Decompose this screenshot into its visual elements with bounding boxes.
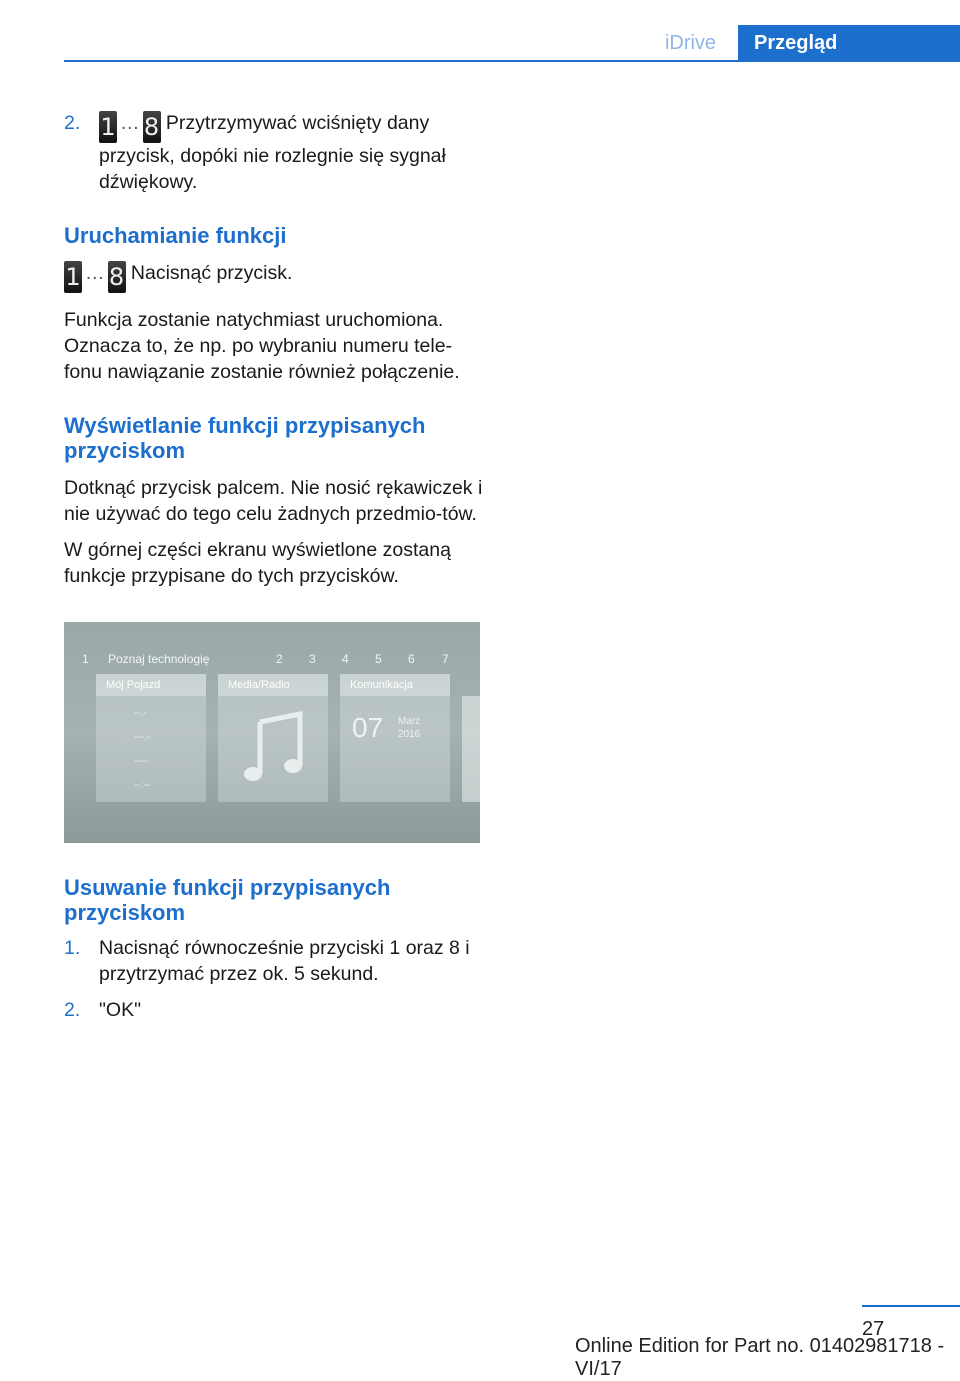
keys-line	[64, 260, 484, 293]
value-2: ---.-	[134, 732, 151, 743]
idrive-screenshot	[64, 622, 480, 843]
value-3: ----	[134, 756, 148, 767]
section2-paragraph-2: W górnej części ekranu wyświetlone zostaną funkcje przypisane do tych przycisków.	[64, 539, 451, 587]
next-card-peek	[462, 696, 480, 802]
favorite-6-number: 6	[408, 652, 415, 666]
header-rule	[64, 60, 960, 62]
card-communication-title: Komunikacja	[340, 674, 450, 696]
card-media-title: Media/Radio	[218, 674, 328, 696]
tab-idrive: iDrive	[664, 32, 717, 54]
step-text: "OK"	[99, 999, 142, 1021]
favorite-1-number: 1	[82, 652, 89, 666]
key-8-icon: 8	[143, 113, 160, 141]
section-title-usuwanie: Usuwanie funkcji przypisanych przyciskom	[64, 875, 391, 925]
favorite-3-number: 3	[309, 652, 316, 666]
delete-step-1	[64, 935, 484, 987]
favorite-4-number: 4	[342, 652, 349, 666]
step-number: 1.	[64, 937, 81, 959]
step-text: Nacisnąć równocześnie przyciski 1 oraz 8 i przytrzymać przez ok. 5 sekund.	[99, 937, 470, 985]
value-4: --:--	[134, 780, 151, 791]
main-content	[64, 110, 484, 589]
key-8-icon: 8	[108, 263, 125, 291]
page-number: 27	[862, 1318, 885, 1340]
section-title-uruchamianie: Uruchamianie funkcji	[64, 223, 287, 248]
step-text: Przytrzymywać wciśnięty dany przycisk, dopóki nie rozlegnie się sygnał dźwiękowy.	[99, 112, 446, 193]
press-text: Nacisnąć przycisk.	[130, 262, 293, 284]
date-year: 2016	[398, 729, 421, 740]
step-2-top	[64, 110, 484, 195]
date-day: 07	[352, 712, 384, 743]
delete-section	[64, 875, 484, 1023]
ellipsis: …	[85, 262, 105, 284]
step-number: 2.	[64, 112, 81, 134]
section-title-wyswietlanie: Wyświetlanie funkcji przypisanych przyciskom	[64, 413, 426, 463]
value-1: --.-	[134, 708, 147, 719]
section2-paragraph-1: Dotknąć przycisk palcem. Nie nosić rękawiczek i nie używać do tego celu żadnych przedmio-tów.	[64, 477, 483, 525]
step-number: 2.	[64, 999, 81, 1021]
card-communication	[340, 674, 450, 802]
music-note-icon	[228, 704, 318, 794]
section1-paragraph: Funkcja zostanie natychmiast uruchomiona. Oznacza to, że np. po wybraniu numeru tele-fonu nawiązanie zostanie również połączenie.	[64, 309, 460, 383]
favorite-2-number: 2	[276, 652, 283, 666]
card-vehicle	[96, 674, 206, 802]
footer-rule	[862, 1305, 960, 1307]
date-month: Marz	[398, 716, 421, 727]
screen-status-bar	[64, 622, 480, 666]
favorite-1-label: Poznaj technologię	[108, 652, 210, 666]
ellipsis: …	[120, 112, 140, 134]
favorite-7-number: 7	[442, 652, 449, 666]
tab-przeglad: Przegląd	[738, 25, 960, 62]
delete-step-2	[64, 997, 484, 1023]
key-1-icon: 1	[100, 113, 116, 141]
card-media	[218, 674, 328, 802]
key-1-icon: 1	[65, 263, 81, 291]
card-vehicle-title: Mój Pojazd	[96, 674, 206, 696]
edition-line: Online Edition for Part no. 01402981718 - VI/17	[575, 1335, 945, 1380]
favorite-5-number: 5	[375, 652, 382, 666]
